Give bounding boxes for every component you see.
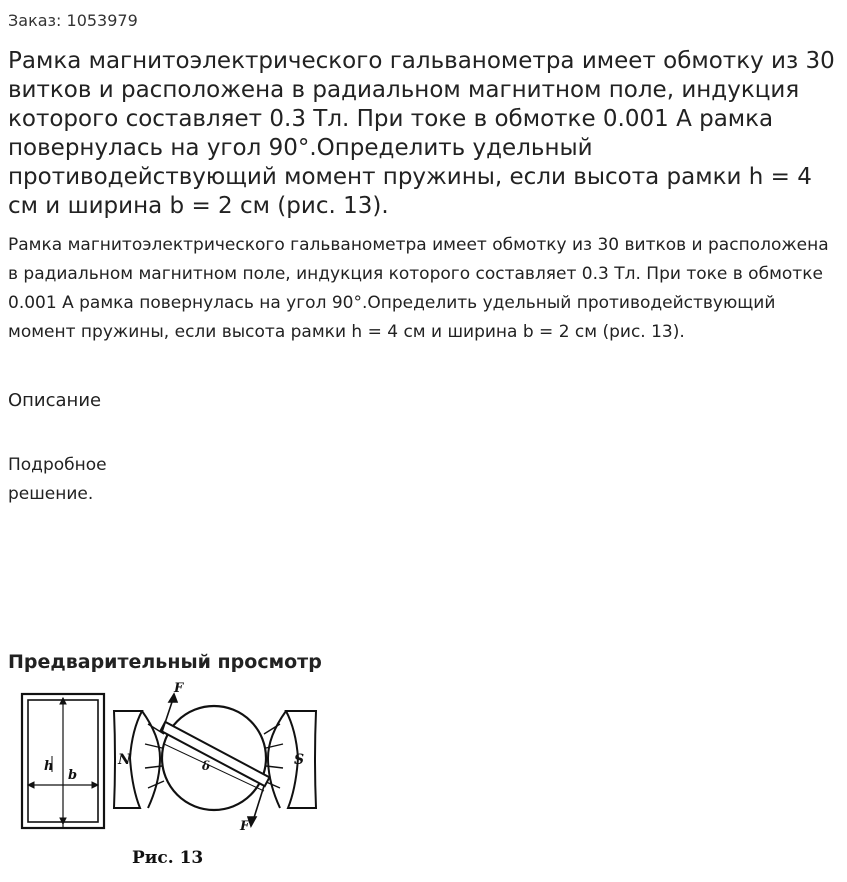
figure-caption: Рис. 13 bbox=[132, 848, 204, 868]
description-heading: Описание bbox=[8, 390, 102, 411]
frame-front-view bbox=[22, 694, 104, 828]
force-arrows bbox=[162, 694, 264, 826]
label-north: N bbox=[118, 752, 131, 768]
label-delta: δ bbox=[202, 759, 211, 773]
description-text: Подробное решение. bbox=[8, 455, 107, 504]
preview-heading: Предварительный просмотр bbox=[8, 651, 322, 673]
galvanometer-diagram bbox=[14, 678, 324, 848]
figure-13 bbox=[14, 678, 324, 878]
problem-title: Рамка магнитоэлектрического гальванометра имеет обмотку из 30 витков и расположена в радиальном магнитном поле, индукция которого составляет 0.3 Тл. При токе в обмотке 0.001 А рамка повернулась на угол 90°.Определить удельный противодействующий момент пружины, если высота рамки h = 4 см и ширина b = 2 см (рис. 13). bbox=[8, 48, 835, 219]
order-number: Заказ: 1053979 bbox=[8, 11, 138, 30]
frame-section bbox=[161, 722, 270, 791]
label-south: S bbox=[294, 752, 305, 768]
label-b: b bbox=[68, 768, 78, 783]
magnet-south-pole bbox=[268, 711, 316, 808]
label-h: h bbox=[44, 759, 54, 774]
problem-text: Рамка магнитоэлектрического гальванометра имеет обмотку из 30 витков и расположена в радиальном магнитном поле, индукция которого составляет 0.3 Тл. При токе в обмотке 0.001 А рамка повернулась на угол 90°.Определить удельный противодействующий момент пружины, если высота рамки h = 4 см и ширина b = 2 см (рис. 13). bbox=[8, 235, 829, 342]
label-force-bottom: F bbox=[240, 819, 250, 834]
label-force-top: F bbox=[174, 681, 184, 696]
